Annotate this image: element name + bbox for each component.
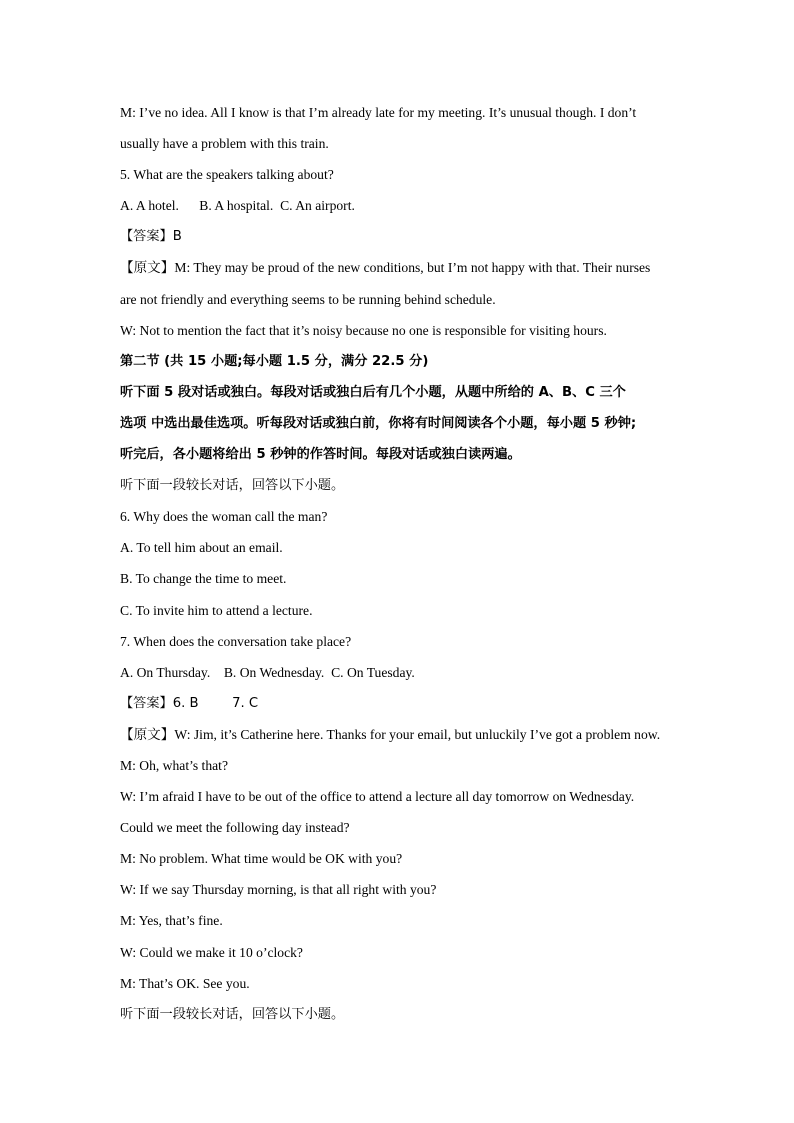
question-7: 7. When does the conversation take place?: [120, 633, 352, 649]
transcript-line: M: That’s OK. See you.: [120, 975, 250, 991]
section-instructions: 选项 中选出最佳选项。听每段对话或独白前，你将有时间阅读各个小题，每小题 5 秒钟;: [120, 415, 637, 431]
transcript-line: W: Not to mention the fact that it’s noisy because no one is responsible for visiting hours.: [120, 322, 607, 338]
question-5: 5. What are the speakers talking about?: [120, 167, 334, 183]
listening-prompt: 听下面一段较长对话，回答以下小题。: [120, 1006, 345, 1022]
transcript-line: Could we meet the following day instead?: [120, 820, 350, 836]
answer-label: 【答案】B: [120, 229, 182, 245]
section-instructions: 听下面 5 段对话或独白。每段对话或独白后有几个小题，从题中所给的 A、B、C 三个: [120, 384, 626, 400]
question-6: 6. Why does the woman call the man?: [120, 509, 328, 525]
question-7-options: A. On Thursday. B. On Wednesday. C. On Tuesday.: [120, 664, 415, 680]
transcript-line: M: I’ve no idea. All I know is that I’m already late for my meeting. It’s unusual though. I don’t: [120, 105, 637, 120]
transcript-line: usually have a problem with this train.: [120, 136, 329, 152]
transcript-line: M: Yes, that’s fine.: [120, 913, 223, 929]
transcript-line: 【原文】M: They may be proud of the new conditions, but I’m not happy with that. Their nurses: [120, 260, 651, 276]
transcript-line: M: No problem. What time would be OK with you?: [120, 851, 403, 867]
transcript-line: W: If we say Thursday morning, is that all right with you?: [120, 882, 437, 898]
question-6-option-a: A. To tell him about an email.: [120, 540, 283, 556]
question-6-option-c: C. To invite him to attend a lecture.: [120, 602, 313, 618]
transcript-line: W: I’m afraid I have to be out of the office to attend a lecture all day tomorrow on Wednesday.: [120, 789, 635, 805]
answer-label: 【答案】6. B 7. C: [120, 695, 259, 711]
transcript-line: are not friendly and everything seems to be running behind schedule.: [120, 291, 496, 307]
section-heading: 第二节 (共 15 小题;每小题 1.5 分，满分 22.5 分): [120, 353, 429, 369]
transcript-line: 【原文】W: Jim, it’s Catherine here. Thanks for your email, but unluckily I’ve got a problem now.: [120, 726, 661, 742]
transcript-line: W: Could we make it 10 o’clock?: [120, 944, 303, 960]
document-body: [120, 97, 676, 1030]
question-6-option-b: B. To change the time to meet.: [120, 571, 287, 587]
section-instructions: 听完后，各小题将给出 5 秒钟的作答时间。每段对话或独白读两遍。: [120, 447, 521, 463]
listening-prompt: 听下面一段较长对话，回答以下小题。: [120, 478, 345, 494]
question-5-options: A. A hotel. B. A hospital. C. An airport.: [120, 198, 355, 214]
transcript-line: M: Oh, what’s that?: [120, 757, 228, 773]
